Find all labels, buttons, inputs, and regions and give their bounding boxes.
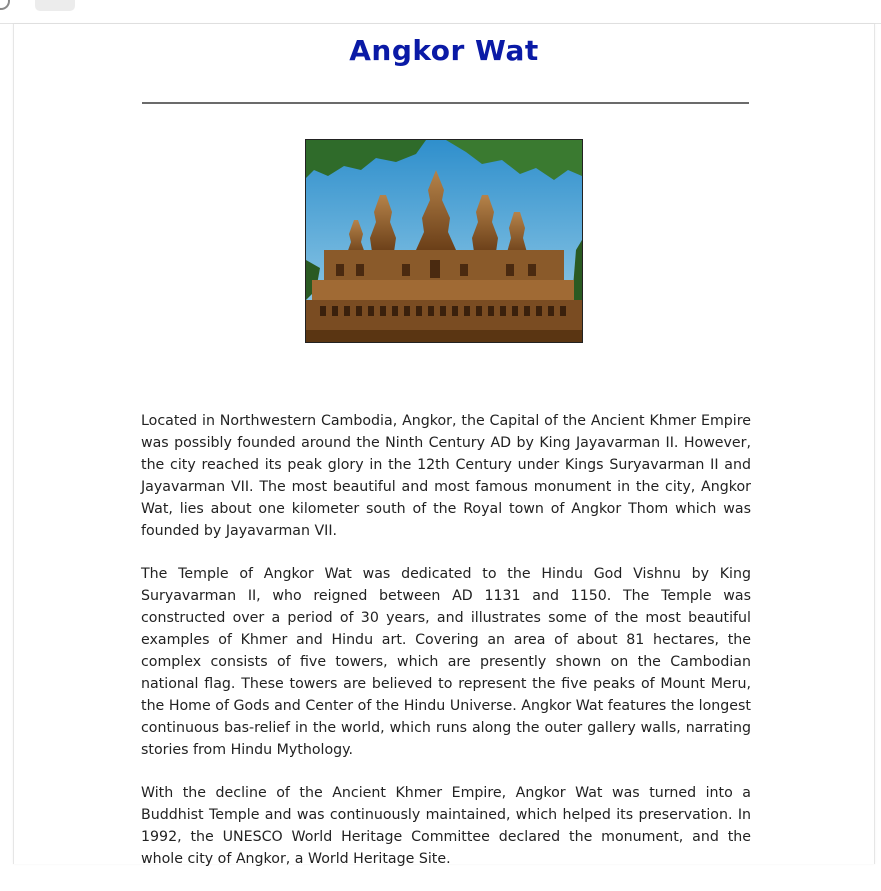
tab-button[interactable] xyxy=(35,0,75,11)
article-body xyxy=(141,410,751,891)
document-page xyxy=(13,24,875,867)
paragraph-heritage: With the decline of the Ancient Khmer Empire, Angkor Wat was turned into a Buddhist Temple and was continuously maintained, which helped its preservation. In 1992, the UNESCO World Heritage Committee declared the monument, and the whole city of Angkor, a World Heritage Site. xyxy=(141,785,751,867)
paragraph-history: Located in Northwestern Cambodia, Angkor, the Capital of the Ancient Khmer Empire was possibly founded around the Ninth Century AD by King Jayavarman II. However, the city reached its peak glory in the 12th Century under Kings Suryavarman II and Jayavarman VII. The most beautiful and most famous monument in the city, Angkor Wat, lies about one kilometer south of the Royal town of Angkor Thom which was founded by Jayavarman VII. xyxy=(141,413,751,539)
angkor-wat-photo xyxy=(305,139,583,343)
title-divider xyxy=(142,102,749,104)
reload-icon[interactable] xyxy=(0,0,10,10)
paragraph-temple: The Temple of Angkor Wat was dedicated to the Hindu God Vishnu by King Suryavarman II, who reigned between AD 1131 and 1150. The Temple was constructed over a period of 30 years, and illustrates some of the most beautiful examples of Khmer and Hindu art. Covering an area of about 81 hectares, the complex consists of five towers, which are presently shown on the Cambodian national flag. These towers are believed to represent the five peaks of Mount Meru, the Home of Gods and Center of the Hindu Universe. Angkor Wat features the longest continuous bas-relief in the world, which runs along the outer gallery walls, narrating stories from Hindu Mythology. xyxy=(141,566,751,758)
temple-foundation xyxy=(306,330,582,342)
temple-illustration xyxy=(306,140,582,342)
browser-toolbar xyxy=(0,0,881,24)
gallery-windows xyxy=(320,306,566,316)
page-title: Angkor Wat xyxy=(349,34,539,67)
